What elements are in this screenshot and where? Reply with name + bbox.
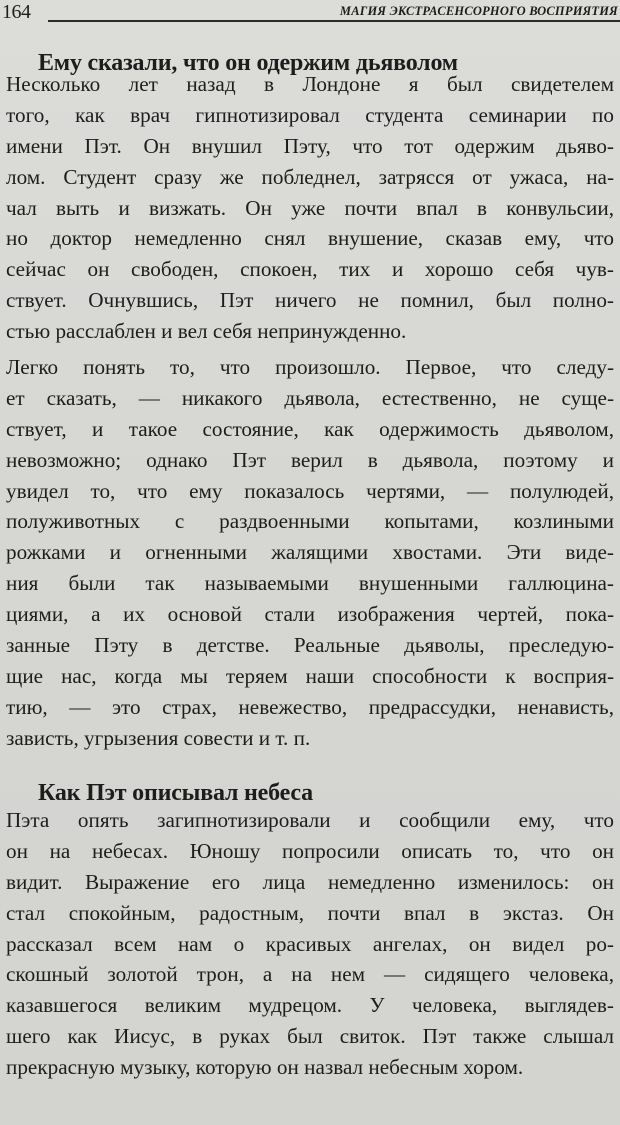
running-title: МАГИЯ ЭКСТРАСЕНСОРНОГО ВОСПРИЯТИЯ [339,4,618,18]
running-header [0,0,620,26]
text-line: он на небесах. Юношу попросили описать то, что он [6,838,614,863]
text-line: увидел то, что ему показалось чертями, — полулюдей, [6,478,614,503]
text-line: ствует. Очнувшись, Пэт ничего не помнил, был полно- [6,288,614,313]
paragraph-hypnosis-story [6,69,614,347]
section-heading-heaven: Как Пэт описывал небеса [38,779,313,806]
text-line: ствует, и такое состояние, как одержимость дьяволом, [6,416,614,441]
page-number: 164 [2,1,31,23]
text-line: ет сказать, — никакого дьявола, естественно, не суще- [6,385,614,410]
text-line: чал выть и визжать. Он уже почти впал в конвульсии, [6,195,614,220]
text-line: Легко понять то, что произошло. Первое, что следу- [6,355,614,379]
text-line: шего как Иисус, в руках был свиток. Пэт также слышал [6,1024,614,1049]
text-line: ния были так называемыми внушенными галлюцина- [6,571,614,596]
text-line: сейчас он свободен, спокоен, тих и хорошо себя чув- [6,257,614,282]
text-line: зависть, угрызения совести и т. п. [6,725,311,750]
text-line: тию, — это страх, невежество, предрассудки, ненависть, [6,694,614,719]
text-line: Несколько лет назад в Лондоне я был свидетелем [6,72,614,96]
text-line: имени Пэт. Он внушил Пэту, что тот одержим дьяво- [6,133,614,158]
text-line: невозможно; однако Пэт верил в дьявола, поэтому и [6,447,614,472]
text-line: Пэта опять загипнотизировали и сообщили ему, что [6,808,614,832]
text-line: полуживотных с раздвоенными копытами, козлиными [6,509,614,534]
text-line: занные Пэту в детстве. Реальные дьяволы, преследую- [6,633,614,658]
text-line: циями, а их основой стали изображения чертей, пока- [6,602,614,627]
text-line: прекрасную музыку, которую он назвал небесным хором. [6,1055,524,1080]
text-line: стью расслаблен и вел себя непринужденно. [6,319,407,344]
section-heading-possessed: Ему сказали, что он одержим дьяволом [38,49,458,76]
text-line: того, как врач гипнотизировал студента семинарии по [6,102,614,127]
text-line: лом. Студент сразу же побледнел, затрясся от ужаса, на- [6,164,614,189]
text-line: но доктор немедленно снял внушение, сказав ему, что [6,226,614,251]
header-rule [48,20,620,22]
text-line: рассказал всем нам о красивых ангелах, он видел ро- [6,931,614,956]
text-line: рожками и огненными жалящими хвостами. Эти виде- [6,540,614,565]
text-line: казавшегося великим мудрецом. У человека, выглядев- [6,993,614,1018]
text-line: видит. Выражение его лица немедленно изменилось: он [6,869,614,894]
text-line: щие нас, когда мы теряем наши способности к восприя- [6,663,614,688]
paragraph-heaven-description [6,805,614,1083]
paragraph-explanation [6,352,614,754]
text-line: стал спокойным, радостным, почти впал в экстаз. Он [6,900,614,925]
text-line: скошный золотой трон, а на нем — сидящего человека, [6,962,614,987]
